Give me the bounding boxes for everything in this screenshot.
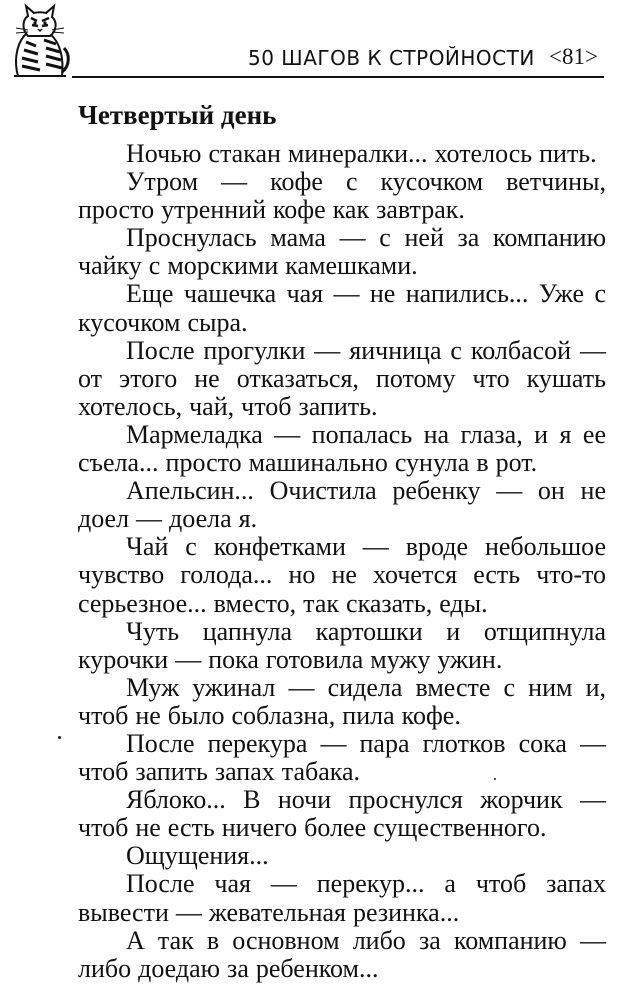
- paragraph: Ощущения...: [126, 841, 269, 871]
- ink-speck: [494, 778, 496, 780]
- running-title: 50 ШАГОВ К СТРОЙНОСТИ: [248, 46, 535, 70]
- paragraph: После прогулки — яичница с колбасой — от этого не отказаться, потому что кушать хотелось, чай, чтоб запить.: [78, 335, 606, 421]
- paragraph: Чуть цапнула картошки и отщипнула курочки — пока готовила мужу ужин.: [78, 616, 606, 674]
- paragraph: Чай с конфетками — вроде небольшое чувство голода... но не хочется есть что-то серьезное... вместо, так сказать, еды.: [78, 532, 606, 618]
- paragraph: Яблоко... В ночи проснулся жорчик — чтоб не есть ничего более существенного.: [78, 785, 606, 843]
- paragraph: Проснулась мама — с ней за компанию чайку с морскими камешками.: [78, 223, 606, 281]
- paragraph: А так в основном либо за компанию — либо доедаю за ребенком...: [78, 925, 606, 983]
- paragraph: Утром — кофе с кусочком ветчины, просто утренний кофе как завтрак.: [78, 167, 606, 225]
- paragraph: Апельсин... Очистила ребенку — он не доел — доела я.: [78, 476, 606, 534]
- paragraph: Еще чашечка чая — не напились... Уже с кусочком сыра.: [78, 279, 606, 337]
- cat-logo-icon: [4, 2, 74, 80]
- paragraph: После чая — перекур... а чтоб запах вывести — жевательная резинка...: [78, 869, 606, 927]
- running-header: [0, 0, 620, 80]
- ink-speck: [58, 736, 61, 739]
- section-title: Четвертый день: [78, 100, 277, 130]
- header-rule: [72, 76, 604, 78]
- paragraph: Муж ужинал — сидела вместе с ним и, чтоб не было соблазна, пила кофе.: [78, 672, 606, 730]
- paragraph: Ночью стакан минералки... хотелось пить.: [126, 139, 597, 168]
- page-content: [78, 100, 606, 983]
- paragraph: После перекура — пара глотков сока — чтоб запить запах табака.: [78, 728, 606, 787]
- page-number: <81>: [549, 44, 598, 69]
- paragraph: Мармеладка — попалась на глаза, и я ее съела... просто машинально сунула в рот.: [78, 419, 606, 478]
